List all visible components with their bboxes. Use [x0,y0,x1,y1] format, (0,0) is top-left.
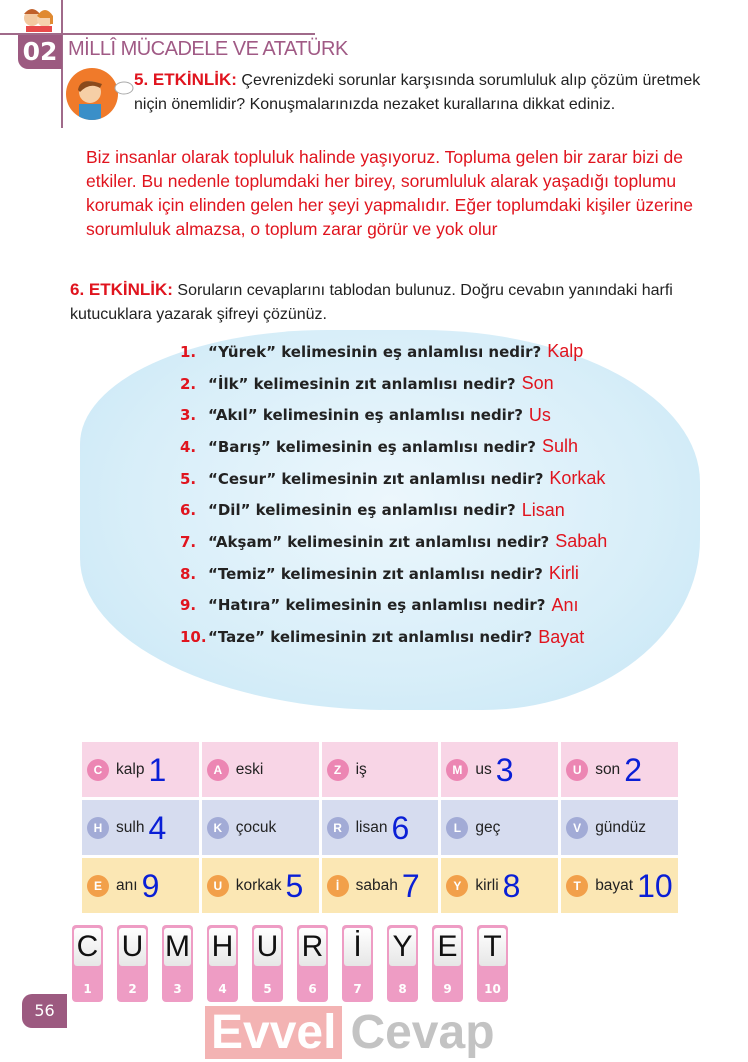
question-text: “Yürek” kelimesinin eş anlamlısı nedir? [208,342,542,361]
table-cell [322,800,439,855]
letter-badge: M [446,759,468,781]
question-text: “Akşam” kelimesinin zıt anlamlısı nedir? [208,532,550,551]
table-cell [82,742,199,797]
cipher-index: 4 [218,982,227,996]
answer-number: 4 [148,809,167,846]
cipher-box[interactable] [342,925,373,1002]
answer-number: 8 [502,867,521,904]
question-text: “Temiz” kelimesinin zıt anlamlısı nedir? [208,564,543,583]
watermark-right: Cevap [350,1006,495,1059]
watermark-logo [205,1006,495,1060]
question-text: “Akıl” kelimesinin eş anlamlısı nedir? [208,406,523,425]
question-text: “Cesur” kelimesinin zıt anlamlısı nedir? [208,469,544,488]
cipher-letter: Y [389,928,416,966]
answer-number: 3 [495,751,514,788]
table-cell [202,800,319,855]
page-number: 56 [22,994,67,1028]
letter-badge: E [87,875,109,897]
question-answer: Anı [551,594,579,615]
table-cell [441,858,558,913]
question-answer: Sabah [555,531,608,552]
activity5-question [134,68,724,140]
cell-word: anı [116,876,138,894]
activity6-instruction [70,278,710,328]
letter-badge: U [566,759,588,781]
cell-word: son [595,760,621,778]
question-text: “Barış” kelimesinin eş anlamlısı nedir? [208,437,537,456]
question-answer: Lisan [521,499,565,520]
cipher-box[interactable] [387,925,418,1002]
question-item [180,336,607,368]
question-number: 1. [180,342,197,361]
question-number: 9. [180,596,197,615]
question-item [180,621,607,653]
cipher-index: 3 [173,982,182,996]
cell-word: geç [475,818,501,836]
question-text: “Taze” kelimesinin zıt anlamlısı nedir? [208,628,533,647]
question-item [180,558,607,590]
letter-badge: Z [327,759,349,781]
letter-badge: L [446,817,468,839]
answer-number: 9 [141,867,160,904]
letter-badge: Y [446,875,468,897]
cell-word: çocuk [235,818,277,836]
cipher-letter: U [254,928,281,966]
unit-title: MİLLÎ MÜCADELE VE ATATÜRK [68,38,348,60]
cipher-index: 1 [83,982,92,996]
cipher-box[interactable] [432,925,463,1002]
letter-badge: T [566,875,588,897]
question-number: 3. [180,406,197,425]
table-cell [322,858,439,913]
question-number: 6. [180,501,197,520]
cipher-box[interactable] [162,925,193,1002]
answer-number: 6 [391,809,410,846]
cell-word: eski [235,760,264,778]
answer-number: 10 [637,867,673,904]
question-item [180,590,607,622]
cipher-index: 6 [308,982,317,996]
question-item [180,463,607,495]
cipher-letter: T [479,928,506,966]
letter-badge: V [566,817,588,839]
question-item [180,526,607,558]
question-answer: Son [521,373,554,394]
activity5-text: Çevrenizdeki sorunlar karşısında sorumluluk alıp çözüm üretmek niçin önemlidir? Konuşmalarınızda nezaket kurallarına dikkat ediniz. [134,72,701,113]
question-item [180,431,607,463]
unit-badge: 02 [18,35,62,69]
question-item [180,399,607,431]
question-text: “Hatıra” kelimesinin eş anlamlısı nedir? [208,596,546,615]
cipher-letter: C [74,928,101,966]
speech-bubble-icon [112,80,134,96]
activity6-label: 6. ETKİNLİK: [70,280,173,299]
answer-number: 7 [401,867,420,904]
question-number: 4. [180,437,197,456]
cipher-boxes [72,925,508,1002]
letter-badge: İ [327,875,349,897]
table-cell [202,858,319,913]
table-cell [82,858,199,913]
cell-word: korkak [235,876,282,894]
question-number: 8. [180,564,197,583]
cipher-letter: R [299,928,326,966]
cipher-box[interactable] [117,925,148,1002]
activity5-answer: Biz insanlar olarak topluluk halinde yaşıyoruz. Topluma gelen bir zarar bizi de etkiler. Bu nedenle toplumdaki her birey, sorumluluk alarak yaşadığı toplumu korumak için elinden gelen her şeyi yapmalıdır. Eğer toplumdaki kişiler üzerine sorumluluk almazsa, o toplum zarar görür ve yok olur [86,147,693,239]
question-text: “Dil” kelimesinin eş anlamlısı nedir? [208,501,516,520]
watermark-left: Evvel [205,1006,342,1059]
cipher-index: 2 [128,982,137,996]
cipher-box[interactable] [297,925,328,1002]
cipher-letter: İ [344,928,371,966]
question-answer: Kalp [547,341,584,362]
cell-word: us [475,760,492,778]
letter-badge: U [207,875,229,897]
table-cell [441,800,558,855]
cipher-index: 10 [484,982,501,996]
cell-word: kirli [475,876,499,894]
kids-illustration-icon [20,4,56,32]
question-number: 2. [180,374,197,393]
cipher-index: 9 [443,982,452,996]
question-answer: Korkak [549,468,606,489]
cell-word: lisan [355,818,388,836]
boy-avatar-icon [66,68,118,120]
letter-badge: H [87,817,109,839]
letter-badge: R [327,817,349,839]
letter-badge: C [87,759,109,781]
question-number: 5. [180,469,197,488]
cipher-box[interactable] [477,925,508,1002]
question-text: “İlk” kelimesinin zıt anlamlısı nedir? [208,374,516,393]
cell-word: bayat [595,876,634,894]
question-answer: Sulh [542,436,579,457]
question-list [180,336,607,653]
letter-badge: A [207,759,229,781]
cell-word: iş [355,760,367,778]
table-cell [322,742,439,797]
cell-word: sabah [355,876,398,894]
table-cell [561,800,678,855]
question-answer: Kirli [548,563,579,584]
table-cell [561,858,678,913]
table-cell [561,742,678,797]
question-item [180,368,607,400]
answer-number: 5 [285,867,304,904]
activity5-label: 5. ETKİNLİK: [134,70,237,89]
question-answer: Bayat [538,626,585,647]
cipher-letter: U [119,928,146,966]
table-cell [82,800,199,855]
cipher-box[interactable] [207,925,238,1002]
question-number: 7. [180,532,197,551]
table-cell [202,742,319,797]
cipher-box[interactable] [252,925,283,1002]
cell-word: sulh [116,818,145,836]
cell-word: kalp [116,760,145,778]
activity6-text: Soruların cevaplarını tablodan bulunuz. Doğru cevabın yanındaki harfi kutucuklara yazarak şifreyi çözünüz. [70,282,673,323]
cipher-letter: H [209,928,236,966]
cipher-letter: M [164,928,191,966]
question-item [180,494,607,526]
answer-number: 2 [624,751,642,788]
cipher-index: 5 [263,982,272,996]
answer-number: 1 [148,751,167,788]
question-number: 10. [180,628,207,647]
question-answer: Us [528,404,551,425]
cell-word: gündüz [595,818,647,836]
letter-badge: K [207,817,229,839]
answer-table [82,742,678,913]
cipher-letter: E [434,928,461,966]
table-cell [441,742,558,797]
cipher-index: 8 [398,982,407,996]
cipher-box[interactable] [72,925,103,1002]
cipher-index: 7 [353,982,362,996]
